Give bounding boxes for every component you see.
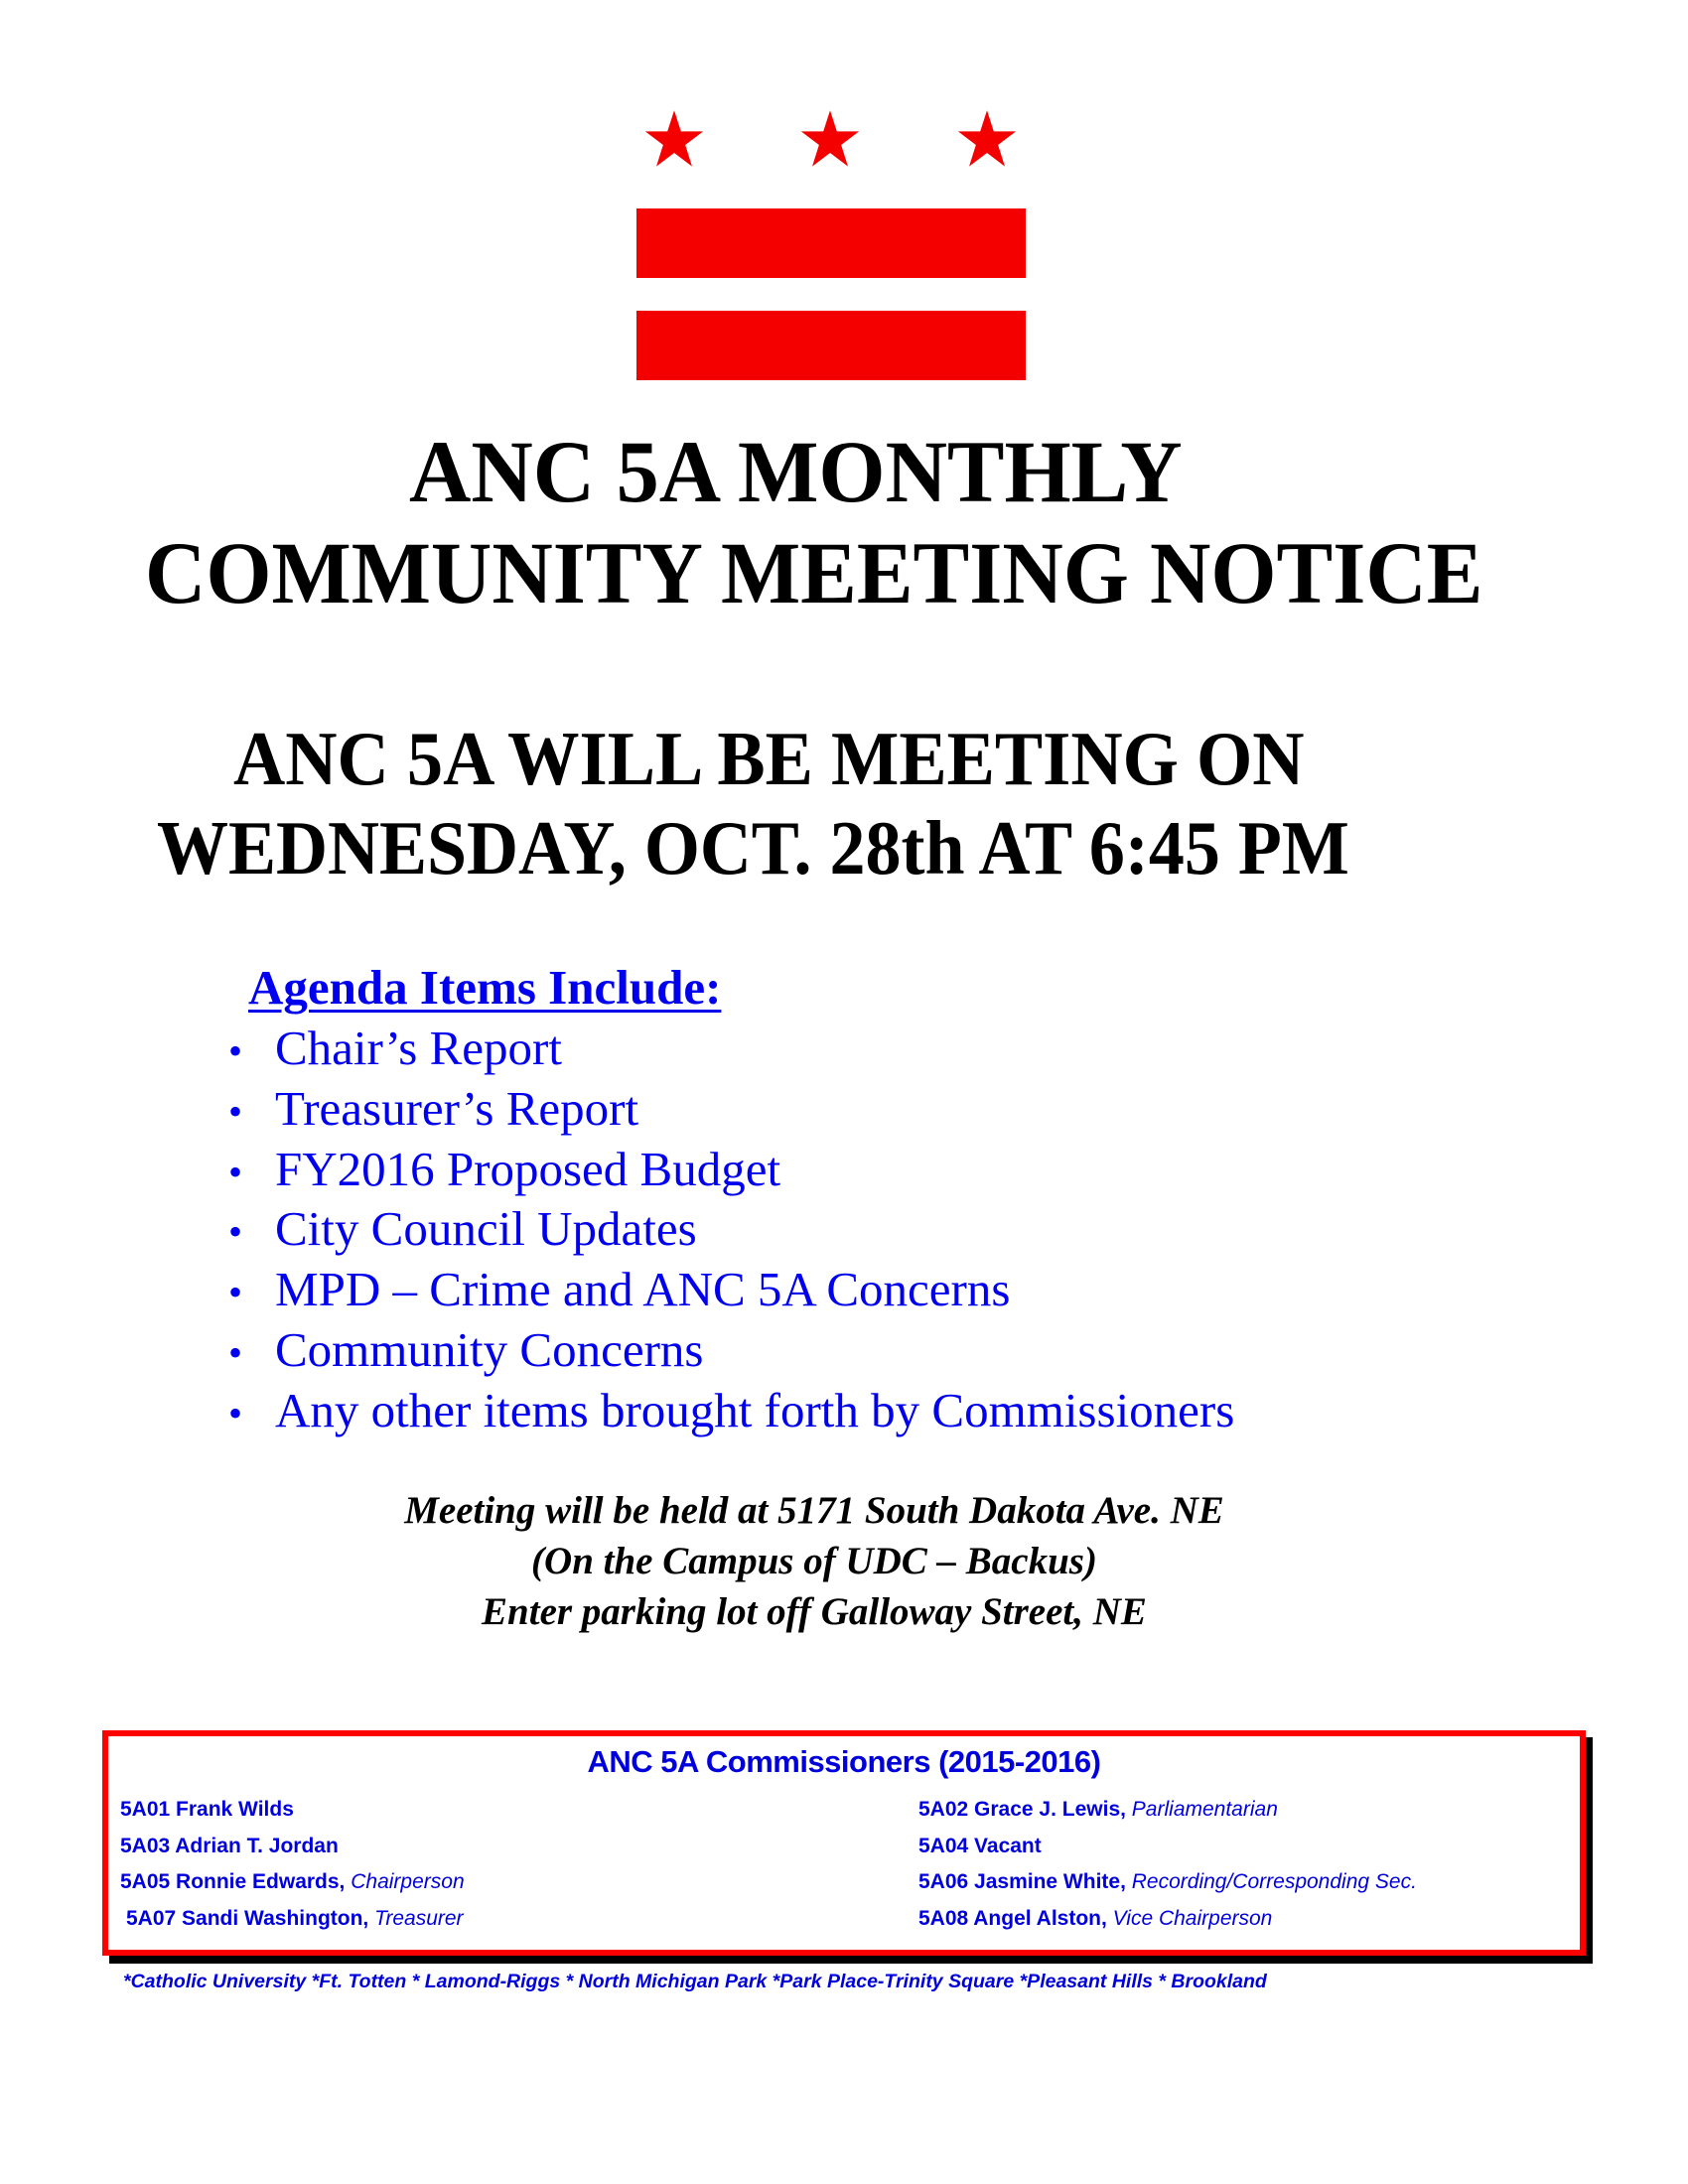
commissioner-row — [120, 1832, 465, 1868]
commissioner-name: 5A01 Frank Wilds — [120, 1798, 294, 1821]
commissioners-title: ANC 5A Commissioners (2015-2016) — [587, 1744, 1101, 1779]
agenda-item-text: MPD – Crime and ANC 5A Concerns — [275, 1262, 1011, 1317]
meeting-announcement-line-1: ANC 5A WILL BE MEETING ON — [233, 716, 1305, 801]
bullet-icon: • — [227, 1088, 242, 1134]
bullet-icon: • — [227, 1329, 242, 1375]
commissioner-name: 5A05 Ronnie Edwards, — [120, 1870, 346, 1894]
neighborhoods-footer: *Catholic University *Ft. Totten * Lamond-Riggs * North Michigan Park *Park Place-Trinity Square *Pleasant Hills * Brookland — [123, 1971, 1267, 1992]
commissioners-left-column — [120, 1795, 465, 1941]
flag-bar-top — [636, 208, 1026, 278]
agenda-item-text: Treasurer’s Report — [275, 1080, 639, 1136]
commissioner-role: Vice Chairperson — [1106, 1907, 1273, 1931]
star-icon — [643, 109, 705, 171]
location-parking: Enter parking lot off Galloway Street, NE — [482, 1590, 1147, 1633]
commissioner-role: Treasurer — [368, 1907, 464, 1931]
agenda-item-text: Any other items brought forth by Commissioners — [275, 1382, 1235, 1437]
star-icon — [956, 109, 1018, 171]
bullet-icon: • — [227, 1270, 242, 1315]
dc-flag-icon — [628, 91, 1035, 389]
agenda-item-text: City Council Updates — [275, 1201, 697, 1257]
commissioner-row — [120, 1795, 465, 1832]
bullet-icon: • — [227, 1028, 242, 1073]
star-icon — [799, 109, 861, 171]
commissioner-row — [918, 1795, 1417, 1832]
commissioner-name: 5A02 Grace J. Lewis, — [918, 1798, 1126, 1821]
commissioners-box — [102, 1730, 1586, 1956]
page-title-line-2: COMMUNITY MEETING NOTICE — [145, 525, 1483, 622]
location-campus: (On the Campus of UDC – Backus) — [531, 1540, 1097, 1582]
commissioner-role: Parliamentarian — [1125, 1798, 1278, 1821]
commissioner-role: Chairperson — [345, 1870, 465, 1894]
commissioner-row — [918, 1867, 1417, 1904]
bullet-icon: • — [227, 1149, 242, 1194]
bullet-icon: • — [227, 1209, 242, 1255]
agenda-item-text: Community Concerns — [275, 1321, 704, 1377]
commissioners-right-column — [918, 1795, 1417, 1941]
commissioner-row — [120, 1867, 465, 1904]
meeting-location — [0, 1485, 1628, 1637]
commissioner-role: Recording/Corresponding Sec. — [1125, 1870, 1417, 1894]
page-title-line-1: ANC 5A MONTHLY — [409, 424, 1183, 521]
commissioner-row — [918, 1832, 1417, 1868]
location-address: Meeting will be held at 5171 South Dakota Ave. NE — [404, 1489, 1224, 1532]
agenda-item-text: Chair’s Report — [275, 1021, 562, 1075]
commissioner-name: 5A03 Adrian T. Jordan — [120, 1834, 339, 1857]
commissioner-name: 5A06 Jasmine White, — [918, 1870, 1126, 1894]
commissioner-name: 5A04 Vacant — [918, 1834, 1042, 1857]
commissioner-name: 5A07 Sandi Washington, — [126, 1907, 369, 1931]
agenda-heading: Agenda Items Include: — [248, 960, 722, 1015]
meeting-date-time: WEDNESDAY, OCT. 28th AT 6:45 PM — [157, 805, 1349, 890]
bullet-icon: • — [227, 1390, 242, 1435]
commissioner-name: 5A08 Angel Alston, — [918, 1907, 1107, 1931]
commissioner-row — [918, 1904, 1417, 1941]
agenda-item-text: FY2016 Proposed Budget — [275, 1141, 781, 1196]
flag-bar-bottom — [636, 311, 1026, 380]
commissioner-row — [120, 1904, 465, 1941]
